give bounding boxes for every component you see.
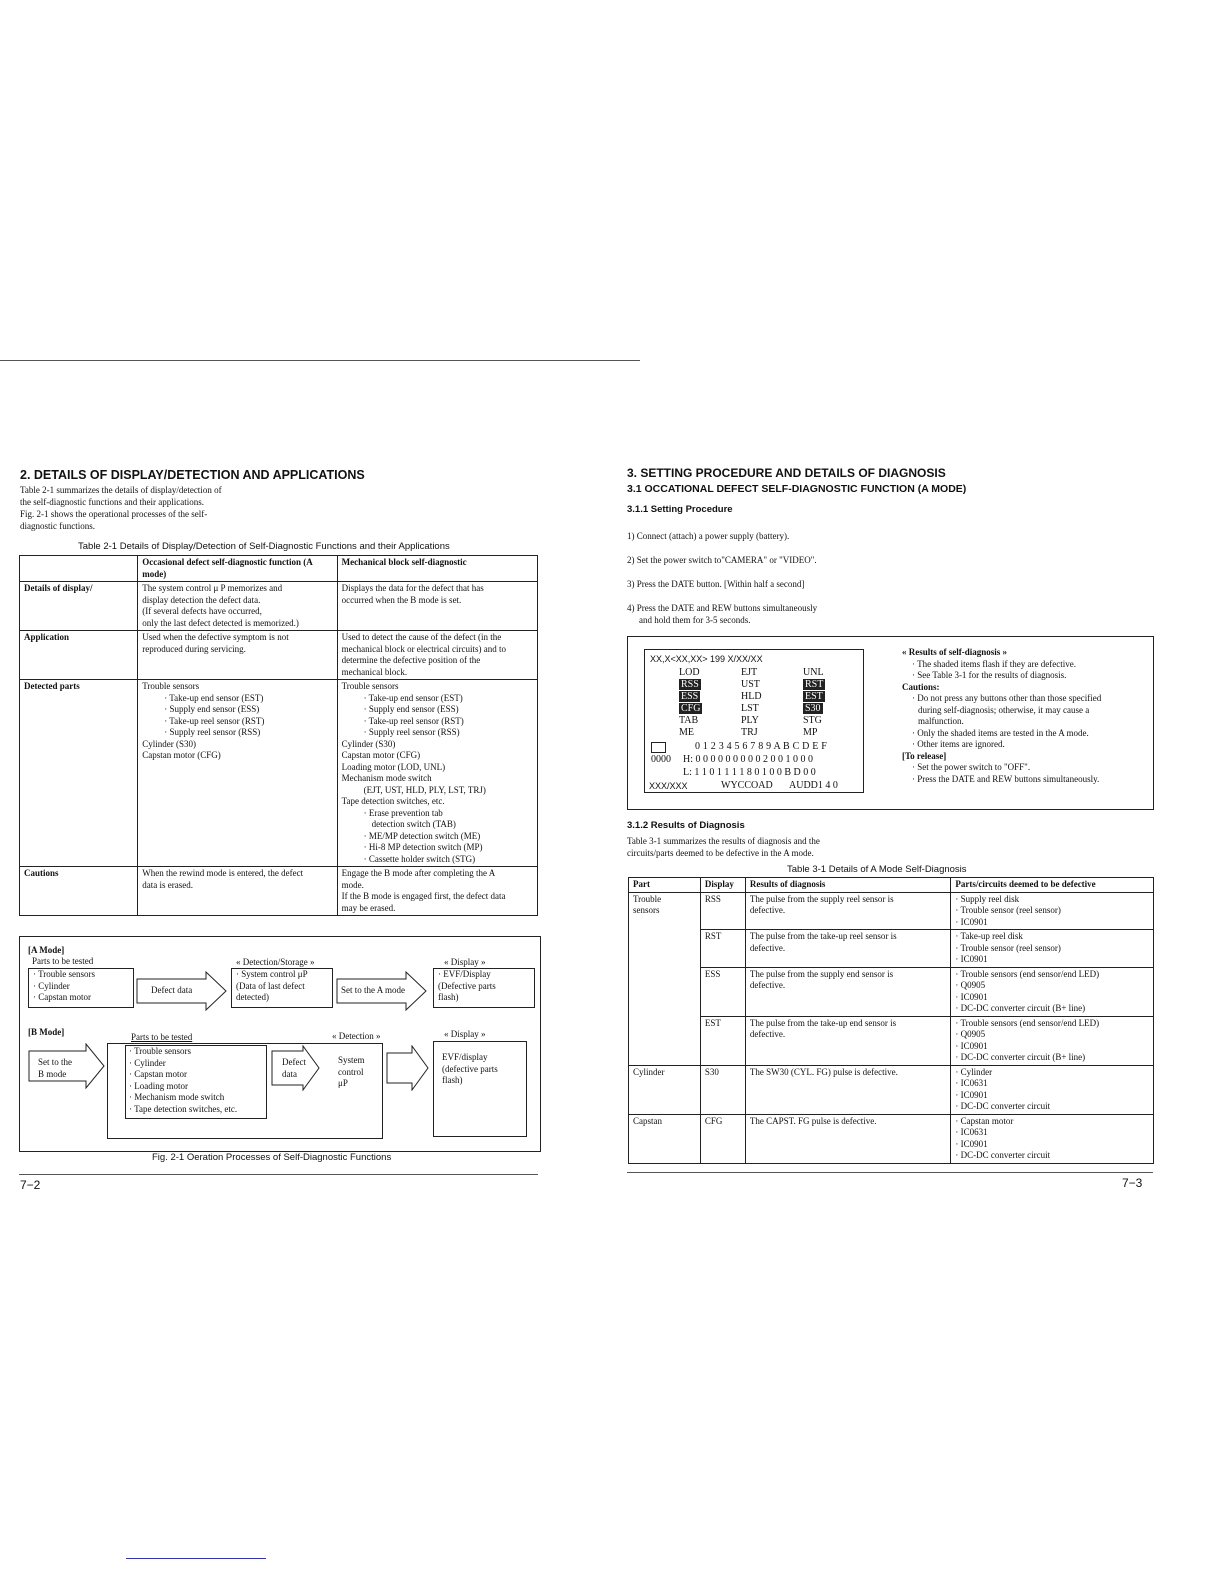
right-section-title: 3. SETTING PROCEDURE AND DETAILS OF DIAGNOSIS xyxy=(627,466,946,480)
col-mechanical: Mechanical block self-diagnostic xyxy=(337,556,537,582)
results-title: 3.1.2 Results of Diagnosis xyxy=(627,820,745,831)
right-page-number: 7−3 xyxy=(1122,1176,1143,1190)
table-row: RST The pulse from the take-up reel sensor is defective. · Take-up reel disk · Trouble sensor (reel sensor) · IC0901 xyxy=(629,930,1154,968)
left-intro: Table 2-1 summarizes the details of display/detection of the self-diagnostic functions and their applications. Fig. 2-1 shows the operational processes of the self- diagnostic functions. xyxy=(20,485,222,531)
b-mode-label: [B Mode] xyxy=(28,1027,65,1037)
diagnosis-display-box xyxy=(627,636,1154,810)
left-page-number: 7−2 xyxy=(20,1178,41,1192)
screen-h-row: H: 0 0 0 0 0 0 0 0 0 2 0 0 1 0 0 0 xyxy=(683,754,813,765)
right-footer-rule xyxy=(627,1172,1153,1173)
table-2-1-caption: Table 2-1 Details of Display/Detection of Self-Diagnostic Functions and their Applications xyxy=(78,541,450,552)
screen-hex-row: 0 1 2 3 4 5 6 7 8 9 A B C D E F xyxy=(695,741,828,752)
a-display-title: « Display » xyxy=(444,957,486,967)
table-row: Trouble sensors RSS The pulse from the supply reel sensor is defective. · Supply reel disk · Trouble sensor (reel sensor) · IC0901 xyxy=(629,892,1154,930)
b-parts-title: Parts to be tested xyxy=(131,1032,193,1042)
b-arrow-2 xyxy=(386,1045,430,1091)
a-arrow-2-label: Set to the A mode xyxy=(341,985,405,995)
table-header-row: Part Display Results of diagnosis Parts/circuits deemed to be defective xyxy=(629,878,1154,893)
figure-2-1 xyxy=(19,936,541,1152)
table-3-1-caption: Table 3-1 Details of A Mode Self-Diagnosis xyxy=(787,864,967,875)
table-row: Details of display/ The system control μ P memorizes and display detection the defect data. (If several defects have occurred, only the last defect detected is memorized.) Displays the data for the defect that has occurred when the B mode is set. xyxy=(20,582,538,631)
setting-procedure-title: 3.1.1 Setting Procedure xyxy=(627,504,733,515)
screen-date-line: XX,X<XX,XX> 199 X/XX/XX xyxy=(650,654,763,664)
b-display-box: EVF/display (defective parts flash) xyxy=(433,1041,527,1137)
screen-last-left: XXX/XXX xyxy=(649,781,688,791)
table-3-1 xyxy=(628,877,1154,1164)
table-row: ESS The pulse from the supply end sensor is defective. · Trouble sensors (end sensor/end LED) · Q0905 · IC0901 · DC-DC converter circuit (B+ line) xyxy=(629,967,1154,1016)
table-header-row xyxy=(20,556,538,582)
screen-last-mid: WYCCOAD xyxy=(721,780,773,791)
table-row: Cautions When the rewind mode is entered, the defect data is erased. Engage the B mode after completing the A mode. If the B mode is engaged first, the defect data may be erased. xyxy=(20,867,538,916)
figure-2-1-caption: Fig. 2-1 Oeration Processes of Self-Diagnostic Functions xyxy=(152,1152,392,1163)
a-parts-title: Parts to be tested xyxy=(32,956,94,966)
screen-l-row: L: 1 1 0 1 1 1 1 8 0 1 0 0 B D 0 0 xyxy=(683,767,816,778)
a-display-box: · EVF/Display (Defective parts flash) xyxy=(433,968,535,1008)
table-row: Capstan CFG The CAPST. FG pulse is defective. · Capstan motor · IC0631 · IC0901 · DC-DC converter circuit xyxy=(629,1114,1154,1163)
left-footer-rule xyxy=(19,1174,538,1175)
a-parts-box: · Trouble sensors · Cylinder · Capstan motor xyxy=(28,968,134,1008)
table-2-1 xyxy=(19,555,538,916)
col-a-mode: Occasional defect self-diagnostic function (A mode) xyxy=(138,556,337,582)
diagnosis-notes: « Results of self-diagnosis » · The shaded items flash if they are defective. · See Table 3-1 for the results of diagnosis. Cautions: · Do not press any buttons other than those specified during self-diagnosis; otherwise, it may cause a malfunction. · Only the shaded items are tested in the A mode. · Other items are ignored. [To release] · Set the power switch to "OFF". · Press the DATE and REW buttons simultaneously. xyxy=(902,647,1102,784)
table-row: Detected parts Trouble sensors · Take-up end sensor (EST) · Supply end sensor (ESS) · Take-up reel sensor (RST) · Supply reel sensor (RSS) Cylinder (S30) Capstan motor (CFG) Trouble sensors · Take-up end sensor (EST) · Supply end sensor (ESS) · Take-up reel sensor (RST) · Supply reel sensor (RSS) Cylinder (S30) Capstan motor (CFG) Loading motor (LOD, UNL) Mechanism mode switch (EJT, UST, HLD, PLY, LST, TRJ) Tape detection switches, etc. · Erase prevention tab detection switch (TAB) · ME/MP detection switch (ME) · Hi-8 MP detection switch (MP) · Cassette holder switch (STG) xyxy=(20,680,538,867)
b-display-title: « Display » xyxy=(444,1029,486,1039)
right-sub-title: 3.1 OCCATIONAL DEFECT SELF-DIAGNOSTIC FUNCTION (A MODE) xyxy=(627,483,967,495)
evf-screen xyxy=(644,649,864,793)
b-parts-box: · Trouble sensors · Cylinder · Capstan motor · Loading motor · Mechanism mode switch · Tape detection switches, etc. xyxy=(125,1045,267,1119)
detection-storage-title: « Detection/Storage » xyxy=(236,957,315,967)
a-storage-box: · System control μP (Data of last defect detected) xyxy=(231,968,333,1008)
bottom-rule xyxy=(126,1558,266,1559)
table-row: Cylinder S30 The SW30 (CYL. FG) pulse is defective. · Cylinder · IC0631 · IC0901 · DC-DC converter circuit xyxy=(629,1065,1154,1114)
left-section-title: 2. DETAILS OF DISPLAY/DETECTION AND APPLICATIONS xyxy=(20,468,365,482)
table-row: EST The pulse from the take-up end sensor is defective. · Trouble sensors (end sensor/end LED) · Q0905 · IC0901 · DC-DC converter circuit (B+ line) xyxy=(629,1016,1154,1065)
b-arrow-1-label: Defect data xyxy=(282,1057,306,1079)
b-detect-text: System control μP xyxy=(338,1055,365,1088)
steps-list: 1) Connect (attach) a power supply (battery). 2) Set the power switch to"CAMERA" or "VIDEO". 3) Press the DATE button. [Within half a second] 4) Press the DATE and REW buttons simultaneously and hold them for 3-5 seconds. xyxy=(627,531,818,625)
screen-last-right: AUDD1 4 0 xyxy=(789,780,838,791)
table-row: Application Used when the defective symptom is not reproduced during servicing. Used to detect the cause of the defect (in the mechanical block or electrical circuits) and to determine the defective position of the mechanical block. xyxy=(20,631,538,680)
screen-h-label: 0000 xyxy=(651,754,671,765)
b-set-label: Set to the B mode xyxy=(38,1057,72,1079)
top-rule xyxy=(0,360,640,361)
detection-title: « Detection » xyxy=(332,1031,381,1041)
a-mode-label: [A Mode] xyxy=(28,945,65,955)
a-arrow-1-label: Defect data xyxy=(151,985,193,995)
cursor-square-icon xyxy=(651,742,666,753)
screen-grid: LOD EJT UNL RSS UST RST ESS HLD EST CFG LST S30 TAB PLY STG ME TRJ MP xyxy=(679,667,824,738)
results-intro: Table 3-1 summarizes the results of diagnosis and the circuits/parts deemed to be defective in the A mode. xyxy=(627,836,820,858)
